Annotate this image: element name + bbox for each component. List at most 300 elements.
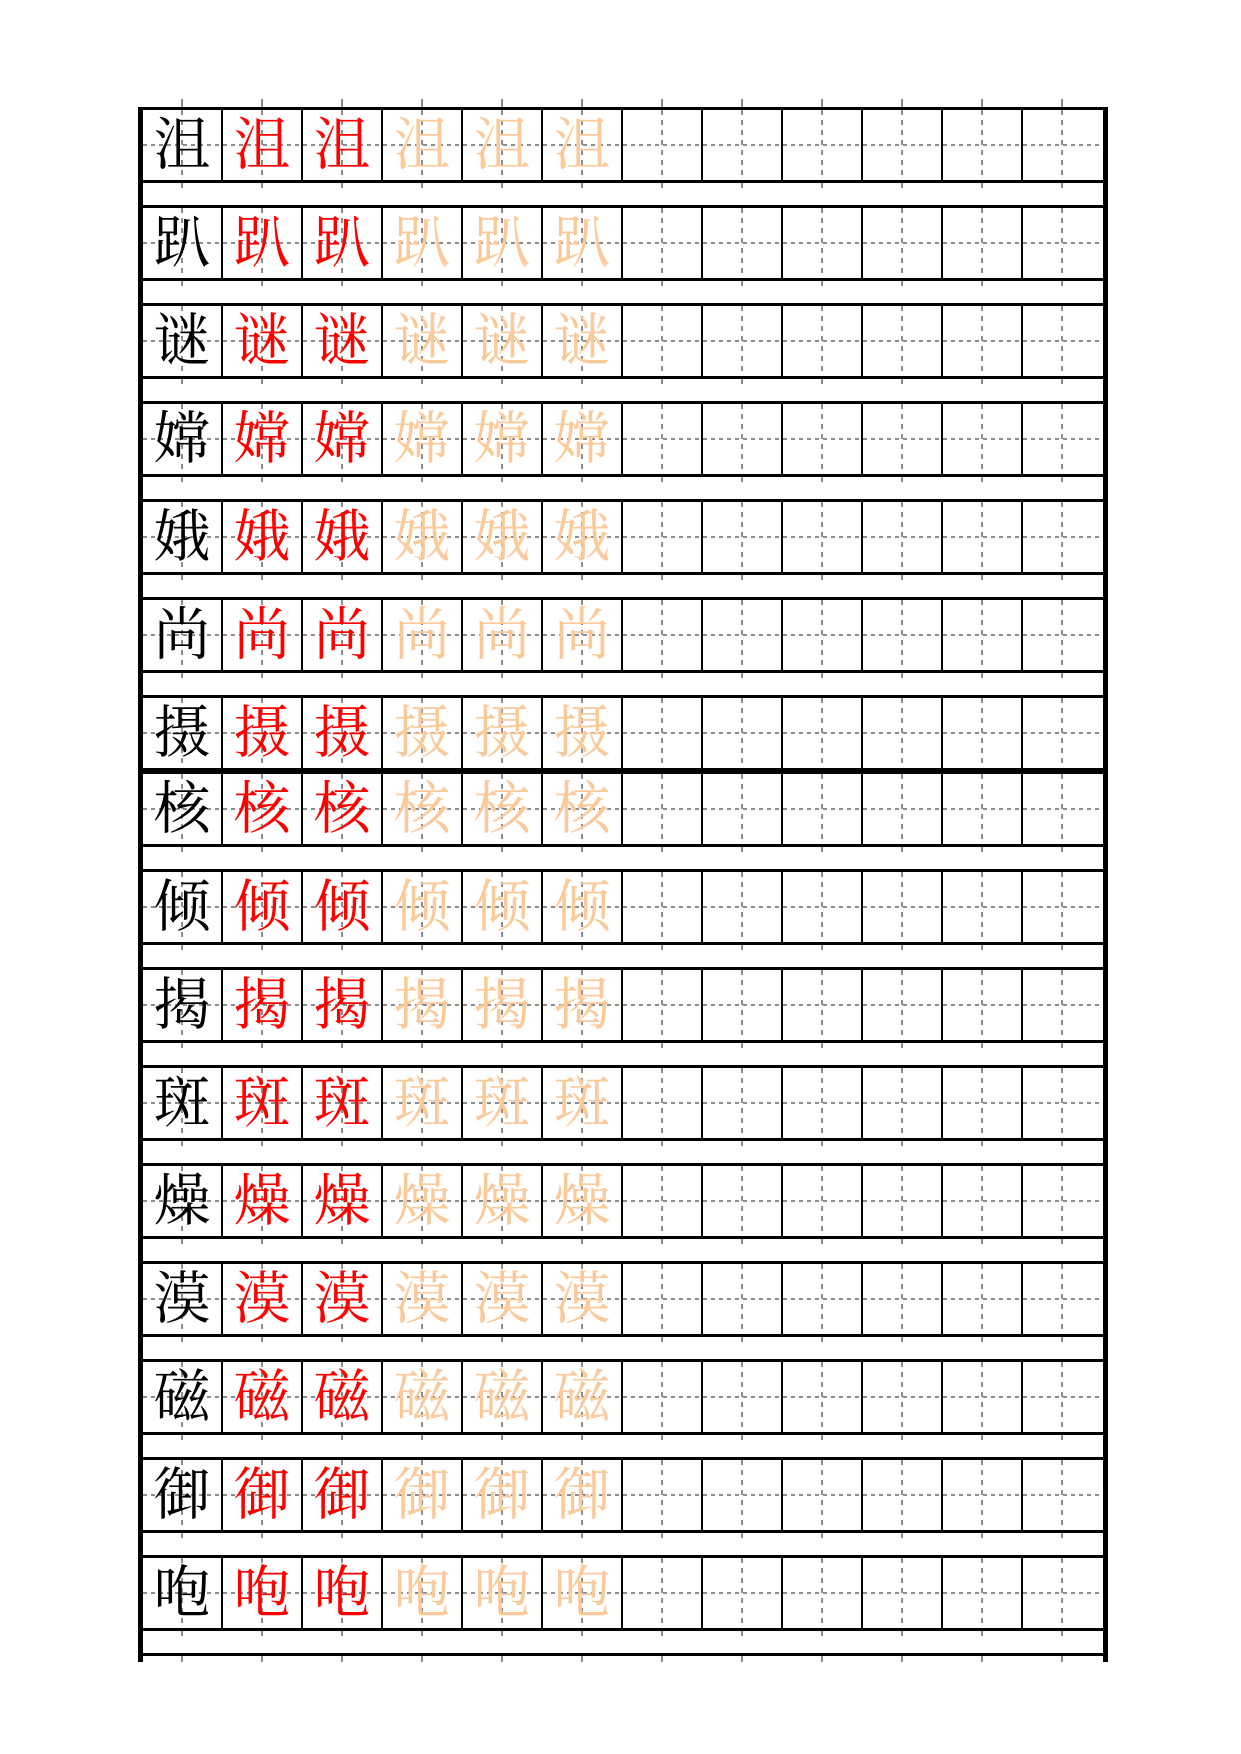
empty-cell <box>783 698 863 768</box>
model-cell <box>143 970 223 1040</box>
trace-cell <box>463 970 543 1040</box>
red-practice-cell <box>223 1362 303 1432</box>
red-practice-character: 斑 <box>233 1069 291 1136</box>
trace-character: 漠 <box>553 1265 611 1332</box>
trace-cell <box>543 1558 623 1628</box>
trace-character: 燥 <box>393 1167 451 1234</box>
practice-row <box>143 1359 1103 1435</box>
empty-cell <box>703 1362 783 1432</box>
trace-cell <box>543 404 623 474</box>
empty-cell <box>863 306 943 376</box>
red-practice-character: 嫦 <box>233 405 291 472</box>
model-character: 御 <box>153 1461 211 1528</box>
empty-cell <box>703 600 783 670</box>
red-practice-character: 趴 <box>233 209 291 276</box>
trace-cell <box>543 1264 623 1334</box>
trace-character: 漠 <box>473 1265 531 1332</box>
red-practice-character: 谜 <box>313 307 371 374</box>
model-cell <box>143 698 223 768</box>
model-character: 揭 <box>153 971 211 1038</box>
trace-character: 尚 <box>553 601 611 668</box>
empty-cell <box>623 404 703 474</box>
trace-cell <box>463 1460 543 1530</box>
practice-row <box>143 695 1103 771</box>
practice-grid <box>138 107 1108 1662</box>
empty-cell <box>703 1558 783 1628</box>
empty-cell <box>783 1558 863 1628</box>
empty-cell <box>943 1460 1023 1530</box>
practice-row <box>143 499 1103 575</box>
red-practice-cell <box>303 404 383 474</box>
empty-cell <box>703 502 783 572</box>
trace-character: 咆 <box>473 1559 531 1626</box>
trace-cell <box>383 1558 463 1628</box>
empty-cell <box>943 1068 1023 1138</box>
empty-cell <box>863 208 943 278</box>
model-character: 核 <box>153 775 211 842</box>
empty-cell <box>623 1558 703 1628</box>
red-practice-character: 核 <box>313 775 371 842</box>
trace-character: 漠 <box>393 1265 451 1332</box>
empty-cell <box>623 1460 703 1530</box>
trace-cell <box>543 208 623 278</box>
red-practice-character: 尚 <box>313 601 371 668</box>
red-practice-cell <box>303 774 383 844</box>
empty-cell <box>783 1460 863 1530</box>
row-spacer <box>143 1141 1103 1163</box>
trace-character: 御 <box>553 1461 611 1528</box>
empty-cell <box>1023 698 1103 768</box>
empty-cell <box>623 774 703 844</box>
red-practice-character: 倾 <box>313 873 371 940</box>
model-character: 摄 <box>153 699 211 766</box>
trace-character: 沮 <box>393 111 451 178</box>
empty-cell <box>783 1166 863 1236</box>
practice-row <box>143 869 1103 945</box>
red-practice-character: 沮 <box>233 111 291 178</box>
row-spacer <box>143 1337 1103 1359</box>
red-practice-cell <box>303 1264 383 1334</box>
trace-cell <box>383 1068 463 1138</box>
row-spacer <box>143 673 1103 695</box>
empty-cell <box>623 970 703 1040</box>
row-spacer <box>143 1239 1103 1261</box>
trace-character: 趴 <box>553 209 611 276</box>
red-practice-character: 沮 <box>313 111 371 178</box>
empty-cell <box>863 1362 943 1432</box>
empty-cell <box>1023 502 1103 572</box>
trace-cell <box>383 698 463 768</box>
empty-cell <box>783 110 863 180</box>
row-spacer <box>143 847 1103 869</box>
trace-cell <box>383 1166 463 1236</box>
row-spacer <box>143 477 1103 499</box>
red-practice-character: 漠 <box>313 1265 371 1332</box>
model-cell <box>143 404 223 474</box>
model-cell <box>143 1460 223 1530</box>
trace-character: 嫦 <box>553 405 611 472</box>
empty-cell <box>703 208 783 278</box>
empty-cell <box>943 1166 1023 1236</box>
trace-cell <box>463 110 543 180</box>
model-cell <box>143 1068 223 1138</box>
empty-cell <box>783 1362 863 1432</box>
red-practice-cell <box>223 698 303 768</box>
empty-cell <box>943 404 1023 474</box>
trace-character: 斑 <box>393 1069 451 1136</box>
practice-row <box>143 1457 1103 1533</box>
red-practice-cell <box>223 1460 303 1530</box>
trace-character: 尚 <box>393 601 451 668</box>
empty-cell <box>863 774 943 844</box>
empty-cell <box>623 600 703 670</box>
trace-cell <box>543 774 623 844</box>
red-practice-character: 嫦 <box>313 405 371 472</box>
trace-cell <box>543 110 623 180</box>
model-cell <box>143 110 223 180</box>
trace-cell <box>543 1166 623 1236</box>
trace-cell <box>463 1068 543 1138</box>
trace-character: 核 <box>553 775 611 842</box>
model-character: 燥 <box>153 1167 211 1234</box>
trace-character: 摄 <box>473 699 531 766</box>
red-practice-character: 揭 <box>313 971 371 1038</box>
empty-cell <box>1023 1362 1103 1432</box>
trace-character: 咆 <box>393 1559 451 1626</box>
row-spacer <box>143 281 1103 303</box>
trace-character: 趴 <box>473 209 531 276</box>
empty-cell <box>623 1362 703 1432</box>
practice-row <box>143 597 1103 673</box>
trace-character: 摄 <box>553 699 611 766</box>
trace-cell <box>463 208 543 278</box>
empty-cell <box>943 502 1023 572</box>
empty-cell <box>863 1460 943 1530</box>
empty-cell <box>943 600 1023 670</box>
trace-cell <box>383 1264 463 1334</box>
trace-character: 娥 <box>393 503 451 570</box>
trace-cell <box>543 872 623 942</box>
trace-character: 倾 <box>553 873 611 940</box>
trace-cell <box>543 970 623 1040</box>
trace-character: 斑 <box>473 1069 531 1136</box>
red-practice-character: 揭 <box>233 971 291 1038</box>
empty-cell <box>623 306 703 376</box>
empty-cell <box>623 502 703 572</box>
empty-cell <box>623 1264 703 1334</box>
empty-cell <box>1023 1460 1103 1530</box>
red-practice-cell <box>303 698 383 768</box>
trace-character: 娥 <box>553 503 611 570</box>
empty-cell <box>1023 110 1103 180</box>
model-cell <box>143 1166 223 1236</box>
red-practice-cell <box>303 306 383 376</box>
empty-cell <box>703 110 783 180</box>
red-practice-character: 磁 <box>233 1363 291 1430</box>
empty-cell <box>1023 208 1103 278</box>
red-practice-character: 核 <box>233 775 291 842</box>
red-practice-character: 燥 <box>233 1167 291 1234</box>
empty-cell <box>1023 774 1103 844</box>
empty-cell <box>703 872 783 942</box>
red-practice-cell <box>303 872 383 942</box>
trace-cell <box>383 1460 463 1530</box>
model-cell <box>143 600 223 670</box>
empty-cell <box>783 872 863 942</box>
red-practice-character: 娥 <box>313 503 371 570</box>
red-practice-character: 御 <box>313 1461 371 1528</box>
red-practice-cell <box>223 600 303 670</box>
cutoff-row <box>143 1653 1103 1662</box>
red-practice-character: 漠 <box>233 1265 291 1332</box>
trace-cell <box>463 306 543 376</box>
model-character: 倾 <box>153 873 211 940</box>
practice-row <box>143 1261 1103 1337</box>
trace-character: 御 <box>473 1461 531 1528</box>
trace-character: 趴 <box>393 209 451 276</box>
model-character: 磁 <box>153 1363 211 1430</box>
red-practice-cell <box>303 970 383 1040</box>
empty-cell <box>703 404 783 474</box>
red-practice-cell <box>223 208 303 278</box>
trace-character: 揭 <box>393 971 451 1038</box>
red-practice-character: 磁 <box>313 1363 371 1430</box>
empty-cell <box>703 306 783 376</box>
trace-character: 谜 <box>473 307 531 374</box>
empty-cell <box>1023 404 1103 474</box>
trace-cell <box>463 872 543 942</box>
trace-character: 揭 <box>553 971 611 1038</box>
red-practice-character: 斑 <box>313 1069 371 1136</box>
trace-character: 揭 <box>473 971 531 1038</box>
trace-cell <box>543 306 623 376</box>
practice-sheet <box>138 95 1108 1662</box>
red-practice-character: 倾 <box>233 873 291 940</box>
empty-cell <box>703 698 783 768</box>
empty-cell <box>783 502 863 572</box>
red-practice-character: 咆 <box>233 1559 291 1626</box>
trace-cell <box>383 306 463 376</box>
trace-cell <box>543 1362 623 1432</box>
empty-cell <box>863 110 943 180</box>
empty-cell <box>1023 1264 1103 1334</box>
empty-cell <box>623 208 703 278</box>
red-practice-character: 谜 <box>233 307 291 374</box>
trace-character: 御 <box>393 1461 451 1528</box>
empty-cell <box>1023 306 1103 376</box>
empty-cell <box>1023 1558 1103 1628</box>
trace-character: 嫦 <box>393 405 451 472</box>
trace-cell <box>543 698 623 768</box>
red-practice-cell <box>223 1264 303 1334</box>
trace-character: 谜 <box>393 307 451 374</box>
trace-cell <box>463 1558 543 1628</box>
empty-cell <box>623 698 703 768</box>
trace-cell <box>383 1362 463 1432</box>
red-practice-character: 燥 <box>313 1167 371 1234</box>
trace-cell <box>463 1166 543 1236</box>
trace-cell <box>383 600 463 670</box>
row-spacer <box>143 1435 1103 1457</box>
trace-character: 燥 <box>473 1167 531 1234</box>
red-practice-cell <box>223 502 303 572</box>
red-practice-cell <box>223 110 303 180</box>
empty-cell <box>943 698 1023 768</box>
practice-row <box>143 1065 1103 1141</box>
row-spacer <box>143 575 1103 597</box>
trace-character: 倾 <box>473 873 531 940</box>
model-cell <box>143 1558 223 1628</box>
trace-character: 燥 <box>553 1167 611 1234</box>
empty-cell <box>863 1068 943 1138</box>
practice-row <box>143 205 1103 281</box>
red-practice-character: 趴 <box>313 209 371 276</box>
red-practice-cell <box>303 502 383 572</box>
trace-character: 倾 <box>393 873 451 940</box>
trace-character: 谜 <box>553 307 611 374</box>
model-character: 咆 <box>153 1559 211 1626</box>
red-practice-cell <box>223 774 303 844</box>
top-dash-ticks <box>143 95 1103 107</box>
red-practice-cell <box>223 872 303 942</box>
trace-cell <box>543 600 623 670</box>
row-spacer <box>143 1533 1103 1555</box>
practice-row <box>143 401 1103 477</box>
model-character: 漠 <box>153 1265 211 1332</box>
row-spacer <box>143 1631 1103 1653</box>
empty-cell <box>703 1166 783 1236</box>
trace-cell <box>383 502 463 572</box>
trace-cell <box>543 1068 623 1138</box>
empty-cell <box>703 970 783 1040</box>
trace-character: 摄 <box>393 699 451 766</box>
practice-row <box>143 1163 1103 1239</box>
empty-cell <box>623 872 703 942</box>
trace-character: 尚 <box>473 601 531 668</box>
trace-character: 沮 <box>553 111 611 178</box>
red-practice-character: 娥 <box>233 503 291 570</box>
empty-cell <box>943 774 1023 844</box>
empty-cell <box>703 1264 783 1334</box>
red-practice-cell <box>303 1362 383 1432</box>
empty-cell <box>863 1264 943 1334</box>
empty-cell <box>1023 872 1103 942</box>
trace-character: 斑 <box>553 1069 611 1136</box>
row-spacer <box>143 1043 1103 1065</box>
red-practice-cell <box>223 1166 303 1236</box>
empty-cell <box>783 404 863 474</box>
red-practice-cell <box>303 110 383 180</box>
trace-cell <box>463 404 543 474</box>
red-practice-cell <box>223 404 303 474</box>
empty-cell <box>943 110 1023 180</box>
red-practice-cell <box>303 1166 383 1236</box>
empty-cell <box>863 970 943 1040</box>
red-practice-character: 御 <box>233 1461 291 1528</box>
row-spacer <box>143 945 1103 967</box>
empty-cell <box>783 1068 863 1138</box>
red-practice-character: 摄 <box>233 699 291 766</box>
empty-cell <box>943 1362 1023 1432</box>
empty-cell <box>863 872 943 942</box>
red-practice-cell <box>303 1558 383 1628</box>
practice-row <box>143 967 1103 1043</box>
empty-cell <box>863 1558 943 1628</box>
empty-cell <box>1023 970 1103 1040</box>
trace-cell <box>463 1264 543 1334</box>
model-cell <box>143 774 223 844</box>
model-character: 趴 <box>153 209 211 276</box>
trace-character: 嫦 <box>473 405 531 472</box>
empty-cell <box>703 1460 783 1530</box>
trace-character: 咆 <box>553 1559 611 1626</box>
model-character: 嫦 <box>153 405 211 472</box>
model-character: 尚 <box>153 601 211 668</box>
trace-character: 沮 <box>473 111 531 178</box>
empty-cell <box>863 600 943 670</box>
red-practice-character: 尚 <box>233 601 291 668</box>
red-practice-character: 摄 <box>313 699 371 766</box>
trace-cell <box>383 970 463 1040</box>
trace-cell <box>383 110 463 180</box>
empty-cell <box>1023 600 1103 670</box>
model-character: 沮 <box>153 111 211 178</box>
red-practice-cell <box>303 1460 383 1530</box>
practice-row <box>143 771 1103 847</box>
empty-cell <box>783 600 863 670</box>
trace-character: 核 <box>473 775 531 842</box>
model-cell <box>143 208 223 278</box>
empty-cell <box>943 1558 1023 1628</box>
trace-cell <box>383 774 463 844</box>
trace-cell <box>543 502 623 572</box>
model-cell <box>143 306 223 376</box>
row-spacer <box>143 379 1103 401</box>
red-practice-cell <box>223 1068 303 1138</box>
trace-character: 磁 <box>393 1363 451 1430</box>
empty-cell <box>623 1166 703 1236</box>
model-character: 谜 <box>153 307 211 374</box>
trace-cell <box>383 872 463 942</box>
red-practice-cell <box>303 600 383 670</box>
trace-cell <box>463 600 543 670</box>
trace-cell <box>463 1362 543 1432</box>
red-practice-cell <box>303 208 383 278</box>
red-practice-cell <box>223 1558 303 1628</box>
empty-cell <box>863 404 943 474</box>
trace-character: 娥 <box>473 503 531 570</box>
trace-cell <box>543 1460 623 1530</box>
practice-row <box>143 1555 1103 1631</box>
empty-cell <box>783 970 863 1040</box>
trace-cell <box>463 502 543 572</box>
empty-cell <box>623 1068 703 1138</box>
empty-cell <box>1023 1166 1103 1236</box>
model-cell <box>143 1264 223 1334</box>
row-spacer <box>143 183 1103 205</box>
empty-cell <box>943 208 1023 278</box>
empty-cell <box>943 970 1023 1040</box>
practice-row <box>143 107 1103 183</box>
empty-cell <box>863 698 943 768</box>
trace-character: 磁 <box>553 1363 611 1430</box>
empty-cell <box>943 1264 1023 1334</box>
empty-cell <box>943 306 1023 376</box>
practice-row <box>143 303 1103 379</box>
empty-cell <box>703 1068 783 1138</box>
model-character: 娥 <box>153 503 211 570</box>
model-character: 斑 <box>153 1069 211 1136</box>
